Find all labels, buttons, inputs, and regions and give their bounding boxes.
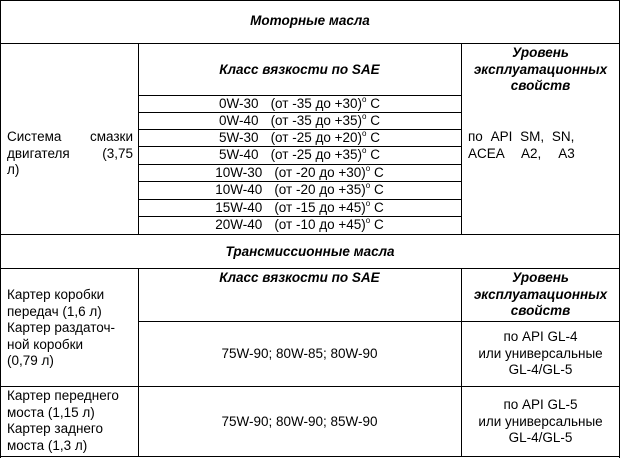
temperature-range: (от -25 до +35) bbox=[270, 147, 362, 162]
column-header-sae: Класс вязкости по SAE bbox=[219, 270, 380, 285]
temperature-range: (от -35 до +30) bbox=[270, 96, 362, 111]
divider bbox=[0, 386, 620, 387]
temperature-range: (от -35 до +35) bbox=[270, 113, 362, 128]
divider bbox=[138, 321, 620, 322]
axle-spec: по API GL-5 или универсальные GL-4/GL-5 bbox=[478, 397, 603, 445]
unit-celsius: C bbox=[366, 96, 380, 111]
table-border-left bbox=[0, 0, 1, 458]
divider bbox=[0, 234, 620, 235]
temperature-range: (от -10 до +45) bbox=[274, 217, 366, 232]
temperature-range: (от -25 до +20) bbox=[270, 130, 362, 145]
divider bbox=[0, 268, 620, 269]
motor-spec: по API SM, SN, ACEA A2, A3 bbox=[468, 129, 575, 161]
temperature-range: (от -20 до +30) bbox=[274, 165, 366, 180]
gearbox-units-label: Картер коробки передач (1,6 л) Картер раздаточ- ной коробки (0,79 л) bbox=[7, 287, 115, 368]
viscosity-grade: 0W-40 bbox=[219, 113, 259, 128]
viscosity-row bbox=[138, 182, 461, 199]
viscosity-grade: 10W-40 bbox=[215, 182, 263, 197]
viscosity-grade: 15W-40 bbox=[215, 200, 263, 215]
motor-system-label: Система смазки двигателя (3,75 л) bbox=[7, 129, 133, 177]
column-header-sae: Класс вязкости по SAE bbox=[219, 62, 380, 77]
unit-celsius: C bbox=[366, 130, 380, 145]
section-title-motor: Моторные масла bbox=[250, 13, 370, 28]
viscosity-grade: 20W-40 bbox=[215, 217, 263, 232]
unit-celsius: C bbox=[370, 217, 384, 232]
unit-celsius: C bbox=[366, 113, 380, 128]
viscosity-grade: 0W-30 bbox=[219, 96, 259, 111]
unit-celsius: C bbox=[370, 200, 384, 215]
degree-mark: o bbox=[365, 163, 371, 173]
axle-units-label: Картер переднего моста (1,15 л) Картер заднего моста (1,3 л) bbox=[7, 388, 119, 453]
unit-celsius: C bbox=[370, 165, 384, 180]
gearbox-spec: по API GL-4 или универсальные GL-4/GL-5 bbox=[478, 329, 603, 377]
viscosity-row bbox=[138, 200, 461, 217]
viscosity-grade: 5W-40 bbox=[219, 147, 259, 162]
degree-mark: o bbox=[362, 145, 367, 155]
viscosity-grade: 10W-30 bbox=[215, 165, 263, 180]
axle-sae-value: 75W-90; 80W-90; 85W-90 bbox=[221, 414, 378, 429]
viscosity-row bbox=[138, 96, 461, 113]
degree-mark: o bbox=[365, 198, 371, 208]
column-header-level: Уровень эксплуатационных свойств bbox=[473, 270, 608, 318]
viscosity-row bbox=[138, 113, 461, 130]
degree-mark: o bbox=[362, 111, 367, 121]
degree-mark: o bbox=[365, 180, 371, 190]
viscosity-row bbox=[138, 130, 461, 147]
unit-celsius: C bbox=[366, 147, 380, 162]
degree-mark: o bbox=[362, 128, 367, 138]
viscosity-grade: 5W-30 bbox=[219, 130, 259, 145]
viscosity-row bbox=[138, 147, 461, 164]
unit-celsius: C bbox=[370, 182, 384, 197]
temperature-range: (от -15 до +45) bbox=[274, 200, 366, 215]
viscosity-row bbox=[138, 217, 461, 234]
divider bbox=[0, 0, 620, 1]
section-title-transmission: Трансмиссионные масла bbox=[225, 244, 395, 259]
temperature-range: (от -20 до +35) bbox=[274, 182, 366, 197]
degree-mark: o bbox=[362, 94, 367, 104]
viscosity-row bbox=[138, 165, 461, 182]
column-header-level: Уровень эксплуатационных свойств bbox=[473, 45, 608, 93]
degree-mark: o bbox=[365, 215, 371, 225]
divider bbox=[0, 43, 620, 44]
divider bbox=[0, 456, 620, 457]
gearbox-sae-value: 75W-90; 80W-85; 80W-90 bbox=[221, 346, 378, 361]
